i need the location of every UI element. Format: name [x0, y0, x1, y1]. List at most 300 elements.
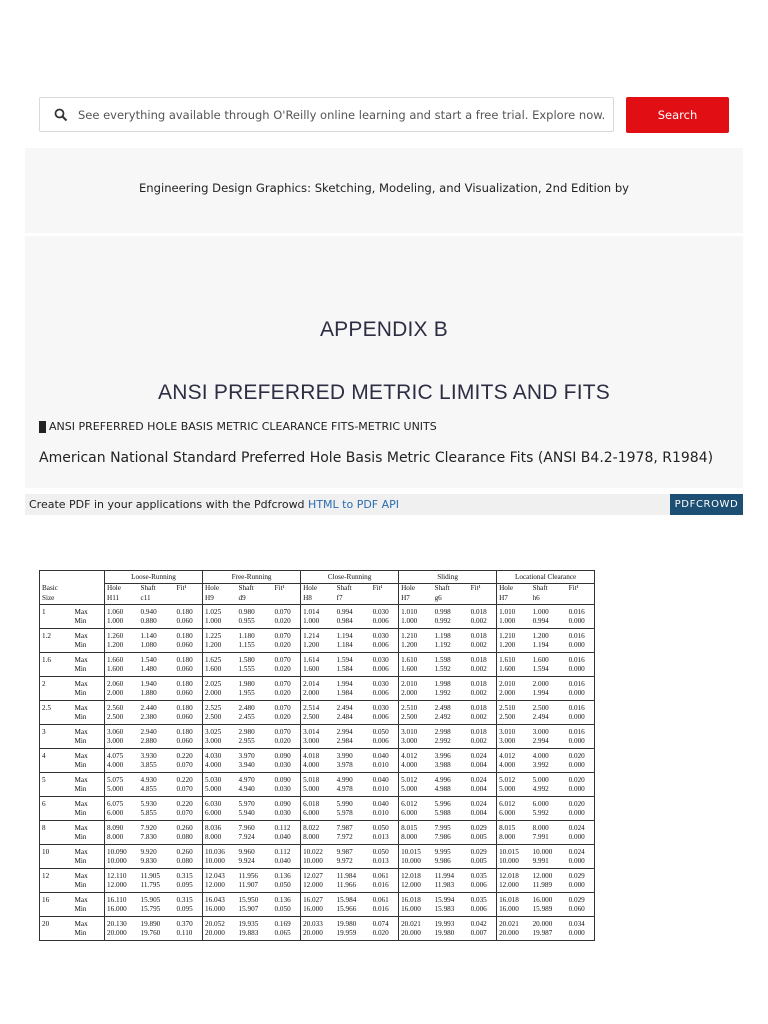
- table-cell: 1.200: [203, 641, 237, 653]
- table-cell: 0.050: [273, 905, 301, 917]
- table-cell: 0.020: [273, 617, 301, 629]
- table-cell: 9.991: [531, 857, 567, 869]
- table-cell: 0.002: [469, 689, 497, 701]
- table-cell: 0.034: [568, 920, 585, 928]
- table-cell: 0.016: [568, 632, 585, 640]
- table-cell: 16.000: [105, 905, 139, 917]
- table-cell: 3.014: [301, 725, 335, 738]
- basic-size: 1.2: [42, 632, 51, 640]
- table-cell: 2.510: [497, 701, 531, 714]
- basic-size-label: Size: [40, 593, 105, 605]
- limit-label: Max: [74, 872, 88, 880]
- basic-size: 10: [42, 848, 50, 856]
- basic-size: 3: [42, 728, 46, 736]
- tolerance-code: f7: [335, 593, 371, 605]
- table-cell: 8.090: [105, 821, 139, 834]
- table-cell: 5.075: [105, 773, 139, 786]
- table-cell: 2.480: [238, 704, 255, 712]
- tolerance-code: [469, 593, 497, 605]
- table-cell: 1.080: [139, 641, 175, 653]
- limit-label: Max: [74, 824, 88, 832]
- pdf-banner-text: [29, 498, 399, 511]
- table-cell: 1.010: [497, 605, 531, 618]
- limit-label: Min: [73, 641, 105, 653]
- table-cell: 5.996: [434, 800, 451, 808]
- table-cell: 11.905: [140, 872, 160, 880]
- column-label: Fit¹: [568, 584, 579, 592]
- table-cell: 1.200: [399, 641, 433, 653]
- table-cell: 0.000: [567, 617, 595, 629]
- table-cell: 12.018: [497, 869, 531, 882]
- table-cell: 15.983: [433, 905, 469, 917]
- table-cell: 1.000: [399, 617, 433, 629]
- table-cell: 0.030: [372, 656, 389, 664]
- limit-label: Max: [74, 656, 88, 664]
- table-cell: 20.052: [203, 917, 237, 930]
- table-cell: 4.855: [139, 785, 175, 797]
- table-cell: 4.988: [433, 785, 469, 797]
- tolerance-code: H7: [399, 593, 433, 605]
- table-cell: 0.994: [531, 617, 567, 629]
- table-cell: 0.940: [140, 608, 157, 616]
- clearance-fits-table: [39, 570, 595, 941]
- table-cell: 0.110: [175, 929, 203, 941]
- table-cell: 0.040: [372, 776, 389, 784]
- table-cell: 7.924: [237, 833, 273, 845]
- table-cell: 1.880: [139, 689, 175, 701]
- table-cell: 2.994: [531, 737, 567, 749]
- table-cell: 8.000: [399, 833, 433, 845]
- table-cell: 0.090: [274, 800, 291, 808]
- table-cell: 11.795: [139, 881, 175, 893]
- table-cell: 20.000: [105, 929, 139, 941]
- search-field[interactable]: [78, 108, 613, 122]
- table-cell: 4.992: [531, 785, 567, 797]
- table-cell: 0.016: [568, 656, 585, 664]
- table-cell: 16.000: [203, 905, 237, 917]
- table-cell: 8.036: [203, 821, 237, 834]
- search-input[interactable]: [39, 97, 614, 132]
- table-cell: 4.978: [335, 785, 371, 797]
- search-button[interactable]: Search: [626, 97, 729, 133]
- search-icon: [54, 108, 68, 122]
- table-cell: 5.000: [497, 785, 531, 797]
- table-cell: 0.955: [237, 617, 273, 629]
- limit-label: Max: [74, 920, 88, 928]
- table-cell: 4.000: [497, 761, 531, 773]
- table-cell: 0.006: [371, 641, 399, 653]
- table-cell: 2.000: [399, 689, 433, 701]
- fit-group-header: Close-Running: [301, 571, 399, 584]
- tolerance-code: [567, 593, 595, 605]
- column-label: Hole: [301, 584, 335, 594]
- table-cell: 2.014: [301, 677, 335, 690]
- table-cell: 0.020: [568, 752, 585, 760]
- table-cell: 2.514: [301, 701, 335, 714]
- table-cell: 0.004: [469, 809, 497, 821]
- table-cell: 19.890: [140, 920, 161, 928]
- table-cell: 8.000: [105, 833, 139, 845]
- table-cell: 11.907: [237, 881, 273, 893]
- table-cell: 4.990: [336, 776, 353, 784]
- table-cell: 0.180: [176, 680, 193, 688]
- table-cell: 15.795: [139, 905, 175, 917]
- table-cell: 5.012: [399, 773, 433, 786]
- table-cell: 5.930: [140, 800, 157, 808]
- table-cell: 0.004: [469, 761, 497, 773]
- table-cell: 0.000: [567, 665, 595, 677]
- table-cell: 0.018: [470, 728, 487, 736]
- table-cell: 11.984: [336, 872, 357, 880]
- table-cell: 1.998: [434, 680, 451, 688]
- table-cell: 0.030: [372, 632, 389, 640]
- table-cell: 10.000: [301, 857, 335, 869]
- pdf-api-link[interactable]: HTML to PDF API: [308, 498, 400, 511]
- table-cell: 1.194: [336, 632, 353, 640]
- table-cell: 0.029: [470, 824, 487, 832]
- table-cell: 3.000: [399, 737, 433, 749]
- fit-group-header: Free-Running: [203, 571, 301, 584]
- table-cell: 9.986: [433, 857, 469, 869]
- basic-size: 2: [42, 680, 46, 688]
- column-label: Shaft: [336, 584, 352, 592]
- table-row: [40, 641, 595, 653]
- table-cell: 1.184: [335, 641, 371, 653]
- table-cell: 0.029: [470, 848, 487, 856]
- basic-size: 1.6: [42, 656, 51, 664]
- table-cell: 10.015: [399, 845, 433, 858]
- table-cell: 7.972: [335, 833, 371, 845]
- table-cell: 2.000: [105, 689, 139, 701]
- table-row: [40, 629, 595, 642]
- table-cell: 16.027: [301, 893, 335, 906]
- table-cell: 0.024: [568, 824, 585, 832]
- table-row: [40, 833, 595, 845]
- table-cell: 19.883: [237, 929, 273, 941]
- table-cell: 0.020: [371, 929, 399, 941]
- table-cell: 0.000: [567, 785, 595, 797]
- table-cell: 10.000: [497, 857, 531, 869]
- table-cell: 6.075: [105, 797, 139, 810]
- table-cell: 9.995: [434, 848, 451, 856]
- table-cell: 15.994: [434, 896, 455, 904]
- section-heading: [39, 420, 437, 433]
- limit-label: Min: [73, 617, 105, 629]
- table-cell: 2.484: [335, 713, 371, 725]
- table-cell: 0.260: [176, 824, 193, 832]
- tolerance-code: [175, 593, 203, 605]
- table-cell: 5.990: [336, 800, 353, 808]
- table-cell: 0.000: [567, 641, 595, 653]
- table-cell: 0.030: [372, 704, 389, 712]
- basic-size-empty: [40, 665, 73, 677]
- table-cell: 1.600: [105, 665, 139, 677]
- table-cell: 16.000: [532, 896, 553, 904]
- table-cell: 2.500: [399, 713, 433, 725]
- table-cell: 1.600: [301, 665, 335, 677]
- column-label: Shaft: [532, 584, 548, 592]
- table-cell: 3.000: [105, 737, 139, 749]
- table-cell: 3.000: [203, 737, 237, 749]
- table-cell: 0.095: [175, 881, 203, 893]
- table-cell: 4.970: [238, 776, 255, 784]
- table-row: [40, 893, 595, 906]
- table-cell: 1.014: [301, 605, 335, 618]
- table-cell: 8.000: [497, 833, 531, 845]
- table-cell: 0.042: [470, 920, 487, 928]
- table-cell: 5.000: [399, 785, 433, 797]
- table-cell: 2.455: [237, 713, 273, 725]
- table-row: [40, 929, 595, 941]
- table-cell: 3.025: [203, 725, 237, 738]
- table-cell: 7.991: [531, 833, 567, 845]
- table-cell: 16.110: [105, 893, 139, 906]
- basic-size: 2.5: [42, 704, 51, 712]
- table-cell: 19.980: [433, 929, 469, 941]
- limit-label: Max: [74, 608, 88, 616]
- book-title[interactable]: Engineering Design Graphics: Sketching, Modeling, and Visualization, 2nd Edition by: [138, 181, 630, 195]
- table-cell: 3.940: [237, 761, 273, 773]
- limit-label: Min: [73, 761, 105, 773]
- tolerance-code: c11: [139, 593, 175, 605]
- table-cell: 5.030: [203, 773, 237, 786]
- table-cell: 0.080: [175, 833, 203, 845]
- column-label: Fit¹: [372, 584, 383, 592]
- table-cell: 4.018: [301, 749, 335, 762]
- table-cell: 1.940: [140, 680, 157, 688]
- table-cell: 0.180: [176, 608, 193, 616]
- table-cell: 2.500: [203, 713, 237, 725]
- table-cell: 1.155: [237, 641, 273, 653]
- table-cell: 0.030: [273, 809, 301, 821]
- table-cell: 3.855: [139, 761, 175, 773]
- table-cell: 12.043: [203, 869, 237, 882]
- table-cell: 0.000: [567, 737, 595, 749]
- table-cell: 1.200: [301, 641, 335, 653]
- table-cell: 1.660: [105, 653, 139, 666]
- table-cell: 0.002: [469, 641, 497, 653]
- table-cell: 20.000: [203, 929, 237, 941]
- limit-label: Min: [73, 737, 105, 749]
- table-cell: 3.000: [532, 728, 549, 736]
- table-cell: 0.030: [273, 761, 301, 773]
- table-cell: 0.020: [273, 737, 301, 749]
- basic-size: 1: [42, 608, 46, 616]
- table-row: [40, 677, 595, 690]
- table-cell: 0.006: [371, 689, 399, 701]
- table-cell: 0.220: [176, 752, 193, 760]
- table-cell: 3.990: [336, 752, 353, 760]
- table-cell: 1.260: [105, 629, 139, 642]
- table-cell: 5.000: [532, 776, 549, 784]
- table-cell: 1.000: [203, 617, 237, 629]
- table-cell: 3.010: [497, 725, 531, 738]
- column-label: Shaft: [140, 584, 156, 592]
- table-cell: 0.016: [568, 728, 585, 736]
- limit-label: Min: [73, 713, 105, 725]
- table-cell: 3.970: [238, 752, 255, 760]
- table-cell: 1.994: [531, 689, 567, 701]
- table-cell: 0.016: [568, 608, 585, 616]
- table-cell: 1.000: [497, 617, 531, 629]
- table-cell: 0.006: [371, 713, 399, 725]
- table-cell: 11.983: [433, 881, 469, 893]
- table-cell: 0.070: [175, 809, 203, 821]
- table-cell: 4.012: [497, 749, 531, 762]
- table-cell: 0.998: [434, 608, 451, 616]
- table-cell: 4.000: [301, 761, 335, 773]
- limit-label: Max: [74, 896, 88, 904]
- table-cell: 1.540: [140, 656, 157, 664]
- table-cell: 0.060: [175, 641, 203, 653]
- table-cell: 0.880: [139, 617, 175, 629]
- table-cell: 0.020: [568, 800, 585, 808]
- table-cell: 3.988: [433, 761, 469, 773]
- table-cell: 0.030: [273, 785, 301, 797]
- table-cell: 2.000: [497, 689, 531, 701]
- basic-size: 4: [42, 752, 46, 760]
- table-cell: 10.000: [105, 857, 139, 869]
- table-cell: 0.050: [372, 848, 389, 856]
- table-cell: 2.000: [301, 689, 335, 701]
- table-cell: 4.996: [434, 776, 451, 784]
- table-cell: 8.015: [399, 821, 433, 834]
- table-cell: 1.010: [399, 605, 433, 618]
- table-cell: 1.180: [238, 632, 255, 640]
- table-cell: 4.012: [399, 749, 433, 762]
- table-cell: 15.966: [335, 905, 371, 917]
- table-row: [40, 749, 595, 762]
- table-cell: 1.980: [238, 680, 255, 688]
- table-row: [40, 665, 595, 677]
- table-cell: 1.000: [532, 608, 549, 616]
- table-cell: 0.006: [469, 881, 497, 893]
- table-cell: 0.004: [469, 785, 497, 797]
- table-cell: 0.070: [175, 785, 203, 797]
- table-cell: 0.070: [274, 632, 291, 640]
- table-cell: 0.035: [470, 896, 487, 904]
- table-cell: 20.130: [105, 917, 139, 930]
- table-cell: 0.980: [238, 608, 255, 616]
- table-cell: 6.000: [203, 809, 237, 821]
- table-cell: 20.021: [399, 917, 433, 930]
- table-cell: 20.000: [532, 920, 553, 928]
- table-cell: 0.080: [175, 857, 203, 869]
- table-cell: 12.000: [105, 881, 139, 893]
- table-cell: 20.000: [399, 929, 433, 941]
- table-cell: 4.000: [399, 761, 433, 773]
- table-cell: 6.000: [105, 809, 139, 821]
- limit-label: Max: [74, 752, 88, 760]
- column-label: Shaft: [434, 584, 450, 592]
- table-cell: 0.220: [176, 800, 193, 808]
- table-row: [40, 653, 595, 666]
- table-cell: 10.090: [105, 845, 139, 858]
- table-cell: 2.560: [105, 701, 139, 714]
- table-cell: 1.984: [335, 689, 371, 701]
- table-cell: 0.024: [568, 848, 585, 856]
- table-cell: 10.000: [532, 848, 553, 856]
- table-cell: 0.006: [371, 737, 399, 749]
- limit-label: Max: [74, 776, 88, 784]
- table-cell: 10.000: [203, 857, 237, 869]
- table-cell: 0.000: [567, 689, 595, 701]
- table-cell: 2.494: [531, 713, 567, 725]
- table-cell: 20.000: [497, 929, 531, 941]
- table-cell: 2.984: [335, 737, 371, 749]
- limit-label: Max: [74, 848, 88, 856]
- table-cell: 3.060: [105, 725, 139, 738]
- table-cell: 0.050: [273, 881, 301, 893]
- table-cell: 20.021: [497, 917, 531, 930]
- table-cell: 5.970: [238, 800, 255, 808]
- table-cell: 8.022: [301, 821, 335, 834]
- table-row: [40, 917, 595, 930]
- pdfcrowd-badge[interactable]: PDFCROWD: [670, 494, 743, 515]
- table-cell: 2.940: [140, 728, 157, 736]
- table-cell: 0.070: [274, 680, 291, 688]
- table-cell: 11.994: [434, 872, 455, 880]
- book-title-bar: [25, 148, 743, 233]
- table-cell: 1.625: [203, 653, 237, 666]
- table-cell: 1.994: [336, 680, 353, 688]
- table-cell: 20.000: [301, 929, 335, 941]
- limit-label: Min: [73, 785, 105, 797]
- table-cell: 0.024: [470, 776, 487, 784]
- table-cell: 6.030: [203, 797, 237, 810]
- table-row: [40, 881, 595, 893]
- basic-size: 20: [42, 920, 50, 928]
- table-row: [40, 869, 595, 882]
- table-cell: 0.020: [273, 689, 301, 701]
- table-cell: 1.025: [203, 605, 237, 618]
- table-cell: 2.500: [301, 713, 335, 725]
- table-row: [40, 689, 595, 701]
- table-cell: 0.000: [567, 713, 595, 725]
- table-cell: 9.830: [139, 857, 175, 869]
- table-cell: 19.959: [335, 929, 371, 941]
- table-cell: 6.000: [532, 800, 549, 808]
- table-cell: 2.510: [399, 701, 433, 714]
- table-cell: 0.994: [336, 608, 353, 616]
- table-cell: 0.013: [371, 857, 399, 869]
- table-cell: 0.984: [335, 617, 371, 629]
- chapter-title: ANSI PREFERRED METRIC LIMITS AND FITS: [158, 381, 610, 404]
- table-cell: 5.000: [301, 785, 335, 797]
- table-cell: 19.980: [336, 920, 357, 928]
- tolerance-code: [371, 593, 399, 605]
- table-cell: 7.920: [140, 824, 157, 832]
- table-cell: 0.010: [371, 809, 399, 821]
- limit-label: Max: [74, 704, 88, 712]
- table-cell: 1.200: [532, 632, 549, 640]
- table-cell: 2.000: [532, 680, 549, 688]
- table-cell: 1.584: [335, 665, 371, 677]
- table-cell: 0.060: [175, 617, 203, 629]
- table-cell: 0.016: [568, 680, 585, 688]
- table-cell: 4.075: [105, 749, 139, 762]
- table-cell: 3.996: [434, 752, 451, 760]
- table-cell: 1.594: [336, 656, 353, 664]
- table-cell: 3.992: [531, 761, 567, 773]
- table-cell: 5.978: [335, 809, 371, 821]
- table-row: [40, 761, 595, 773]
- table-cell: 12.000: [301, 881, 335, 893]
- table-cell: 0.060: [175, 665, 203, 677]
- table-cell: 0.002: [469, 713, 497, 725]
- table-cell: 0.040: [273, 857, 301, 869]
- table-cell: 9.960: [238, 848, 255, 856]
